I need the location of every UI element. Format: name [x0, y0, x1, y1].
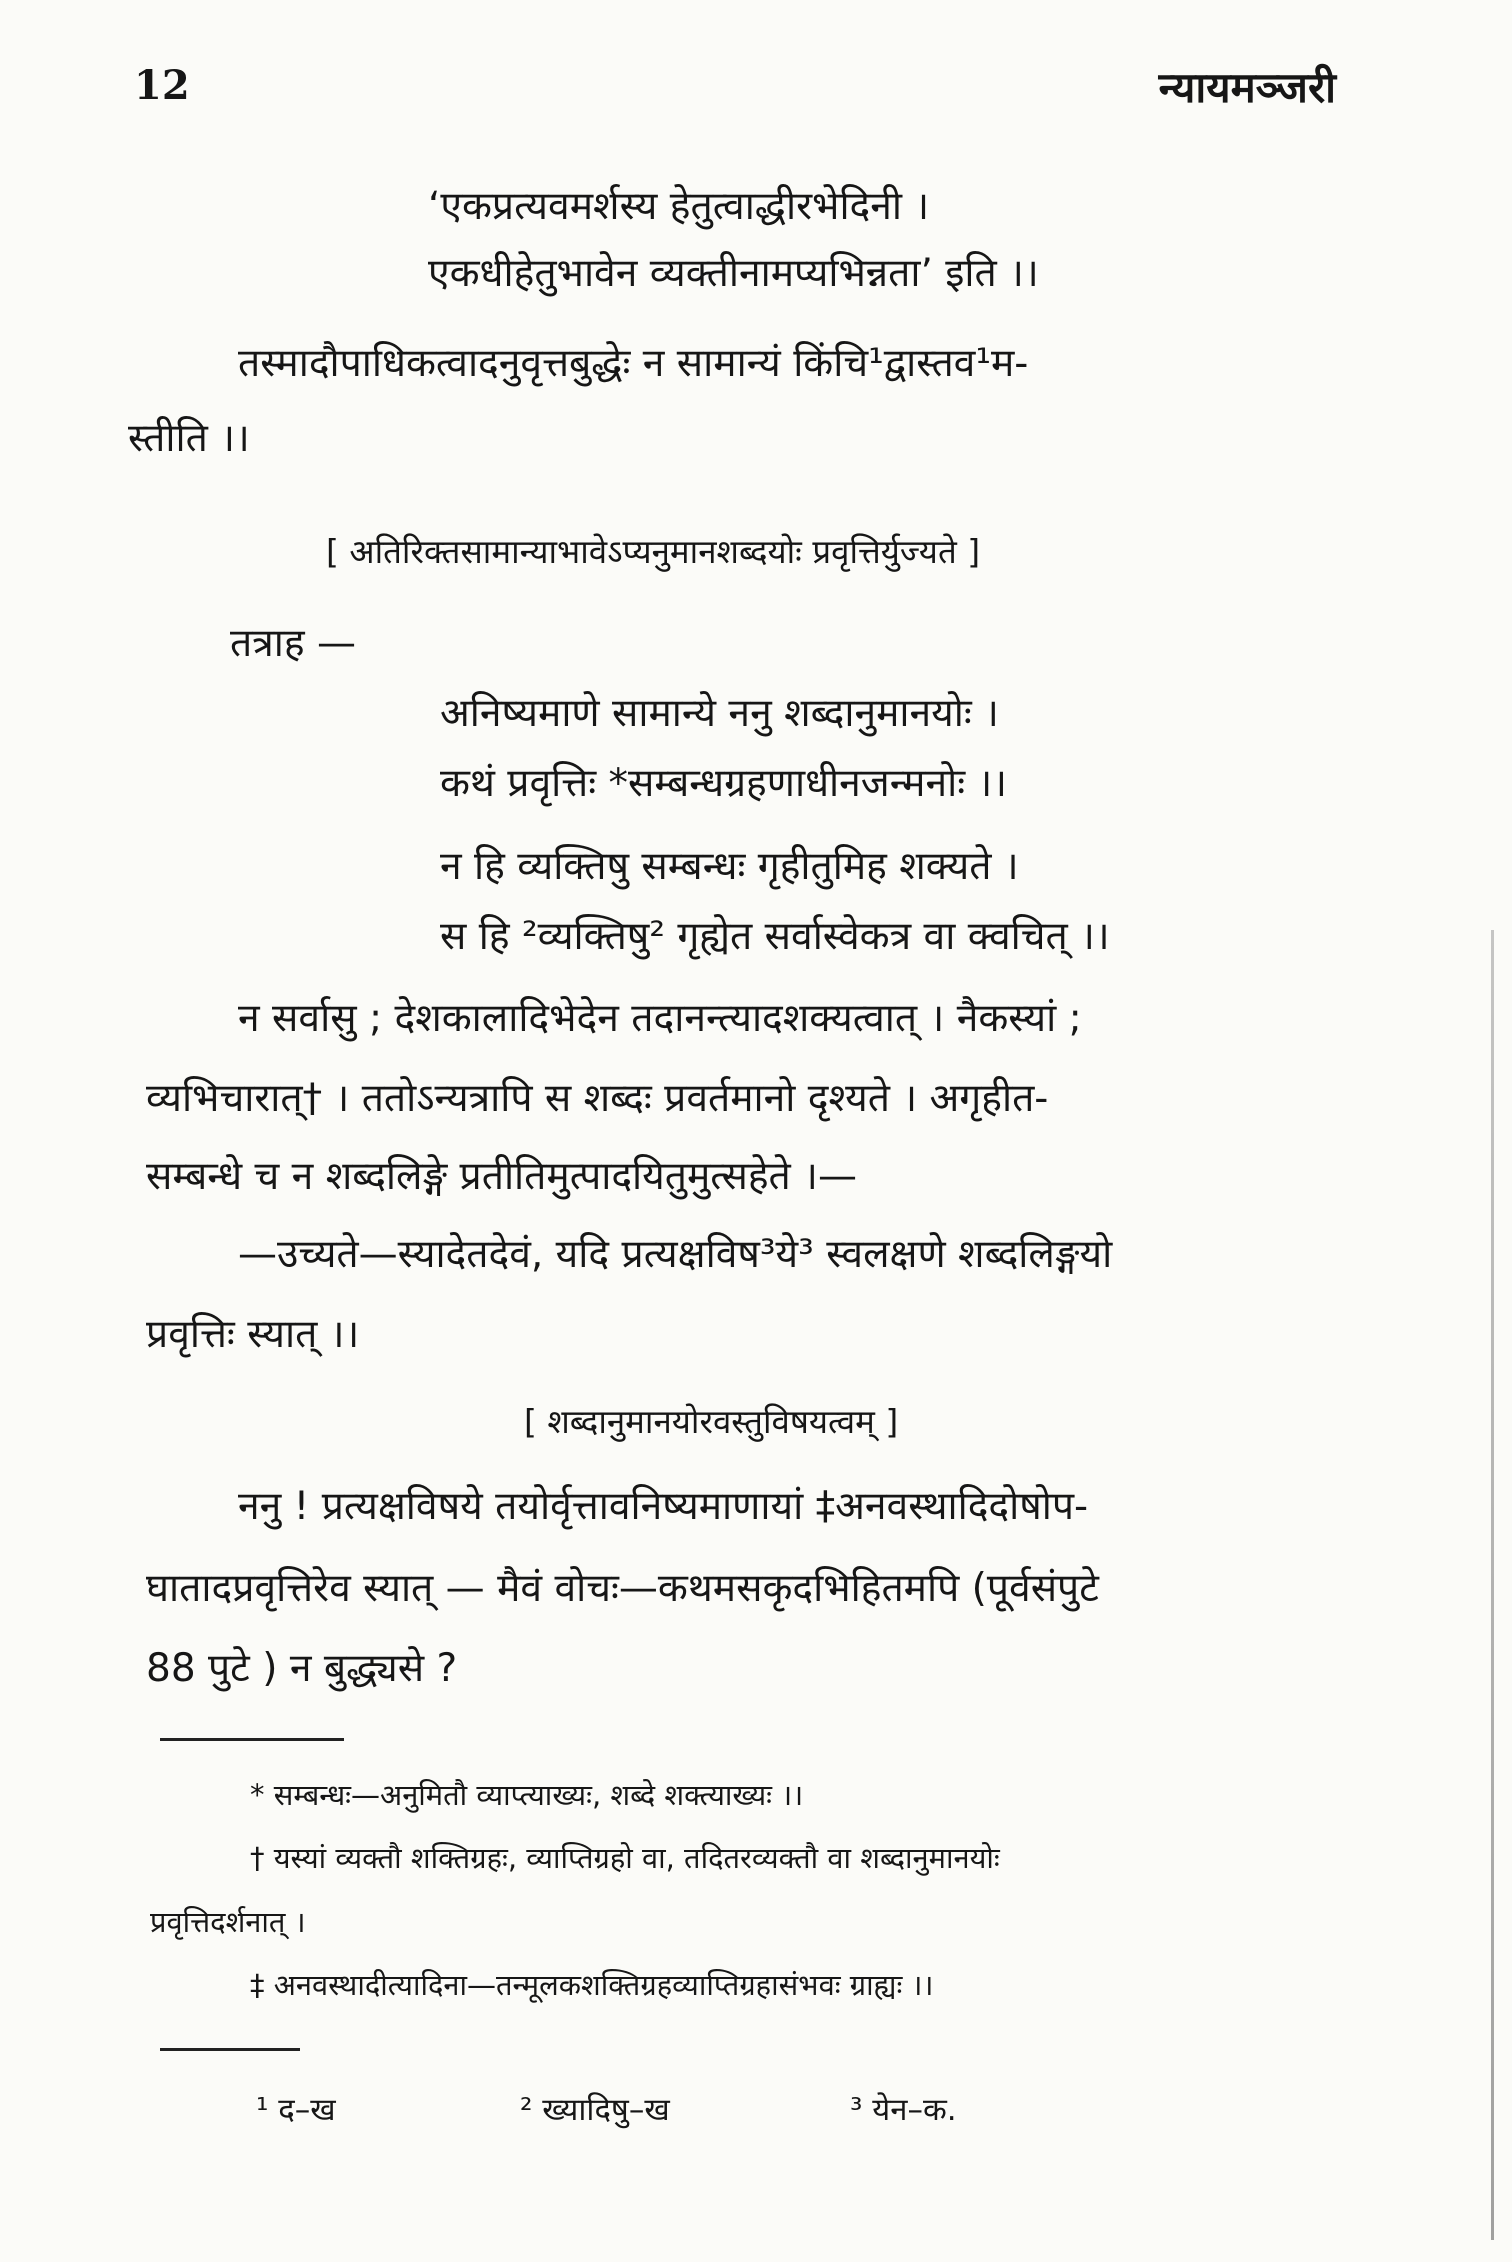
- footnote-rule: [160, 1738, 344, 1741]
- opening-verse-line-2: एकधीहेतुभावेन व्यक्तीनामप्यभिन्नता’ इति ।।: [428, 251, 1039, 296]
- footnote-2: † यस्यां व्यक्तौ शक्तिग्रहः, व्याप्तिग्रहो वा, तदितरव्यक्तौ वा शब्दानुमानयोः: [250, 1841, 1000, 1875]
- footnote-3: ‡ अनवस्थादीत्यादिना—तन्मूलकशक्तिग्रहव्याप्तिग्रहासंभवः ग्राह्यः ।।: [250, 1968, 934, 2002]
- para3-line-1: —उच्यते—स्यादेतदेवं, यदि प्रत्यक्षविष³ये³ स्वलक्षणे शब्दलिङ्गयो: [238, 1232, 1113, 1277]
- footnote-2-cont: प्रवृत्तिदर्शनात् ।: [150, 1905, 306, 1939]
- para1-line-1: तस्मादौपाधिकत्वादनुवृत्तबुद्धेः न सामान्यं किंचि¹द्वास्तव¹म-: [238, 341, 1029, 386]
- para4-line-3: 88 पुटे ) न बुद्ध्यसे ?: [146, 1646, 458, 1691]
- verse2-line-1: अनिष्यमाणे सामान्ये ननु शब्दानुमानयोः ।: [440, 691, 999, 736]
- verse2-line-4: स हि ²व्यक्तिषु² गृह्येत सर्वास्वेकत्र वा क्वचित् ।।: [440, 914, 1110, 959]
- para2-line-2: व्यभिचारात्† । ततोऽन्यत्रापि स शब्दः प्रवर्तमानो दृश्यते । अगृहीत-: [146, 1076, 1049, 1121]
- para2-line-3: सम्बन्धे च न शब्दलिङ्गे प्रतीतिमुत्पादयितुमुत्सहेते ।—: [146, 1154, 857, 1199]
- tatraha: तत्राह —: [230, 621, 356, 666]
- variant-note-1: ¹ द–ख: [256, 2092, 336, 2128]
- variant-note-2: ² ख्यादिषु–ख: [520, 2092, 670, 2128]
- para1-line-2: स्तीति ।।: [128, 416, 250, 461]
- para2-line-1: न सर्वासु ; देशकालादिभेदेन तदानन्त्यादशक्यत्वात् । नैकस्यां ;: [238, 996, 1082, 1041]
- opening-verse-line-1: ‘एकप्रत्यवमर्शस्य हेतुत्वाद्धीरभेदिनी ।: [428, 184, 930, 229]
- variant-note-3: ³ येन–क.: [850, 2092, 957, 2128]
- page-number: 12: [134, 62, 190, 109]
- verse2-line-3: न हि व्यक्तिषु सम्बन्धः गृहीतुमिह शक्यते ।: [440, 844, 1019, 889]
- para4-line-2: घातादप्रवृत्तिरेव स्यात् — मैवं वोचः—कथमसकृदभिहितमपि (पूर्वसंपुटे: [146, 1566, 1099, 1611]
- page-edge-shadow: [1491, 930, 1494, 2240]
- footnote-1: * सम्बन्धः—अनुमितौ व्याप्त्याख्यः, शब्दे शक्त्याख्यः ।।: [250, 1778, 804, 1812]
- para3-line-2: प्रवृत्तिः स्यात् ।।: [146, 1312, 360, 1357]
- running-title: न्यायमञ्जरी: [1158, 63, 1336, 112]
- verse2-line-2: कथं प्रवृत्तिः *सम्बन्धग्रहणाधीनजन्मनोः ।।: [440, 761, 1008, 806]
- section-heading-2: [ शब्दानुमानयोरवस्तुविषयत्वम् ]: [524, 1402, 899, 1441]
- section-heading-1: [ अतिरिक्तसामान्याभावेऽप्यनुमानशब्दयोः प्रवृत्तिर्युज्यते ]: [326, 532, 981, 571]
- para4-line-1: ननु ! प्रत्यक्षविषये तयोर्वृत्तावनिष्यमाणायां ‡अनवस्थादिदोषोप-: [238, 1484, 1089, 1529]
- variant-rule: [160, 2048, 300, 2051]
